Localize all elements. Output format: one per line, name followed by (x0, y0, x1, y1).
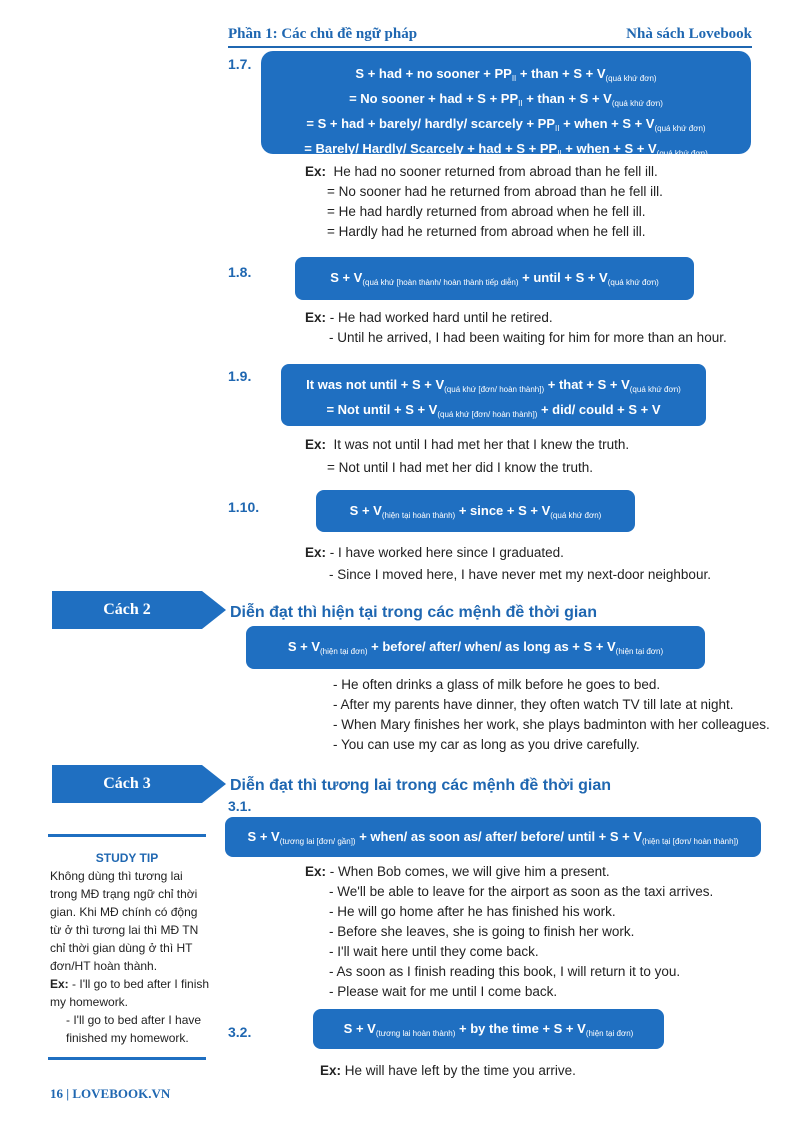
formula-line: $S + V_{(quá khứ [hoàn thành/ hoàn thành tiếp diễn)}$ + until + $S + V_{(quá khứ đơn)}$ (330, 270, 659, 287)
example-line: - I'll wait here until they come back. (329, 944, 539, 959)
example-line: = No sooner had he returned from abroad than he fell ill. (327, 184, 663, 199)
study-tip-bottom-rule (48, 1057, 206, 1060)
cach-2-title: Diễn đạt thì hiện tại trong các mệnh đề thời gian (230, 604, 597, 621)
example-line: - He will go home after he has finished his work. (329, 904, 616, 919)
example-line: - After my parents have dinner, they often watch TV till late at night. (333, 697, 734, 712)
formula-line: = No sooner + had + $S + PP_{II}$ + than + $S + V_{(quá khứ đơn)}$ (349, 91, 663, 108)
running-header-left: Phần 1: Các chủ đề ngữ pháp (228, 26, 418, 42)
example-line: Ex: It was not until I had met her that I knew the truth. (305, 437, 630, 452)
study-tip-title: STUDY TIP (95, 851, 159, 865)
section-number-3-2: 3.2. (228, 1024, 252, 1040)
study-tip-text: Không dùng thì tương lai trong MĐ trạng ngữ chỉ thời gian. Khi MĐ chính có động từ ở thì tương lai thì MĐ TN chỉ thời gian dùng ở thì HT đơn/HT hoàn thành. (50, 869, 199, 973)
example-line: Ex: - When Bob comes, we will give him a present. (305, 864, 610, 879)
formula-line: $S + V_{(tương lai hoàn thành)}$ + by the time + $S + V_{(hiện tại đơn)}$ (343, 1021, 634, 1038)
formula-box-1-8 (295, 257, 694, 300)
header-rule (228, 46, 752, 48)
study-tip-top-rule (48, 834, 206, 837)
example-line: Ex: - I have worked here since I graduated. (305, 545, 564, 560)
example-line: - When Mary finishes her work, she plays badminton with her colleagues. (333, 717, 770, 732)
formula-line: $S + V_{(hiện tại hoàn thành)}$ + since + $S + V_{(quá khứ đơn)}$ (349, 503, 602, 520)
example-line: = Hardly had he returned from abroad when he fell ill. (327, 224, 646, 239)
study-tip-example: Ex: - I'll go to bed after I finish my homework. (50, 977, 210, 1009)
example-line: = He had hardly returned from abroad when he fell ill. (327, 204, 646, 219)
formula-line: = S + had + barely/ hardly/ scarcely + $PP_{II}$ + when + $S + V_{(quá khứ đơn)}$ (306, 116, 706, 133)
example-line: Ex: He had no sooner returned from abroad than he fell ill. (305, 164, 658, 179)
formula-line: = Not until + $S + V_{(quá khứ [đơn/ hoàn thành])} + did/$ could + S + V (326, 402, 661, 419)
example-line: - We'll be able to leave for the airport as soon as the taxi arrives. (329, 884, 714, 899)
formula-line: $S + V_{(tương lai [đơn/ gần])}$ + when/ as soon as/ after/ before/ until + $S + V_{(hiện tại [đơn/ hoàn thành])}$ (247, 829, 739, 846)
study-tip-example: - I'll go to bed after I have finished my homework. (66, 1013, 202, 1045)
section-number-1-8: 1.8. (228, 264, 252, 280)
example-line: - Before she leaves, she is going to finish her work. (329, 924, 635, 939)
example-line: - Until he arrived, I had been waiting for him for more than an hour. (329, 330, 727, 345)
cach-3-title: Diễn đạt thì tương lai trong các mệnh đề thời gian (230, 777, 612, 794)
formula-box-1-7 (261, 51, 751, 158)
formula-box-3-1 (225, 817, 761, 857)
formula-box-1-10 (316, 490, 635, 532)
page-footer: 16 | LOVEBOOK.VN (50, 1086, 171, 1101)
formula-line: $S + V_{(hiện tại đơn)}$ + before/ after/ when/ as long as + $S + V_{(hiện tại đơn)}$ (287, 639, 664, 656)
section-number-1-9: 1.9. (228, 368, 252, 384)
example-line: - As soon as I finish reading this book, I will return it to you. (329, 964, 681, 979)
cach-3-banner: Cách 3 (52, 765, 202, 803)
example-line: - Since I moved here, I have never met my next-door neighbour. (329, 567, 711, 582)
section-number-1-7: 1.7. (228, 56, 252, 72)
formula-box-1-9 (281, 364, 706, 426)
example-line: Ex: - He had worked hard until he retired. (305, 310, 553, 325)
cach-2-banner: Cách 2 (52, 591, 202, 629)
example-line: = Not until I had met her did I know the truth. (327, 460, 594, 475)
formula-line: S + had + no sooner + $PP_{II}$ + than + $S + V_{(quá khứ đơn)}$ (355, 66, 657, 83)
running-header-right: Nhà sách Lovebook (626, 26, 752, 42)
formula-box-cach-2 (246, 626, 705, 669)
example-line: Ex: He will have left by the time you arrive. (320, 1063, 576, 1078)
example-line: - He often drinks a glass of milk before he goes to bed. (333, 677, 661, 692)
formula-box-3-2 (313, 1009, 664, 1049)
study-tip-body (50, 867, 210, 1047)
formula-line: It was not until + $S + V_{(quá khứ [đơn/ hoàn thành])}$ + that + $S + V_{(quá khứ đơn)}$ (306, 377, 681, 394)
section-number-3-1: 3.1. (228, 798, 252, 814)
example-line: - Please wait for me until I come back. (329, 984, 558, 999)
example-line: - You can use my car as long as you drive carefully. (333, 737, 640, 752)
formula-line: = Barely/ Hardly/ Scarcely + had + $S + PP_{II}$ + when + $S + V_{(quá khứ đơn)}$ (304, 141, 708, 158)
section-number-1-10: 1.10. (228, 499, 260, 515)
